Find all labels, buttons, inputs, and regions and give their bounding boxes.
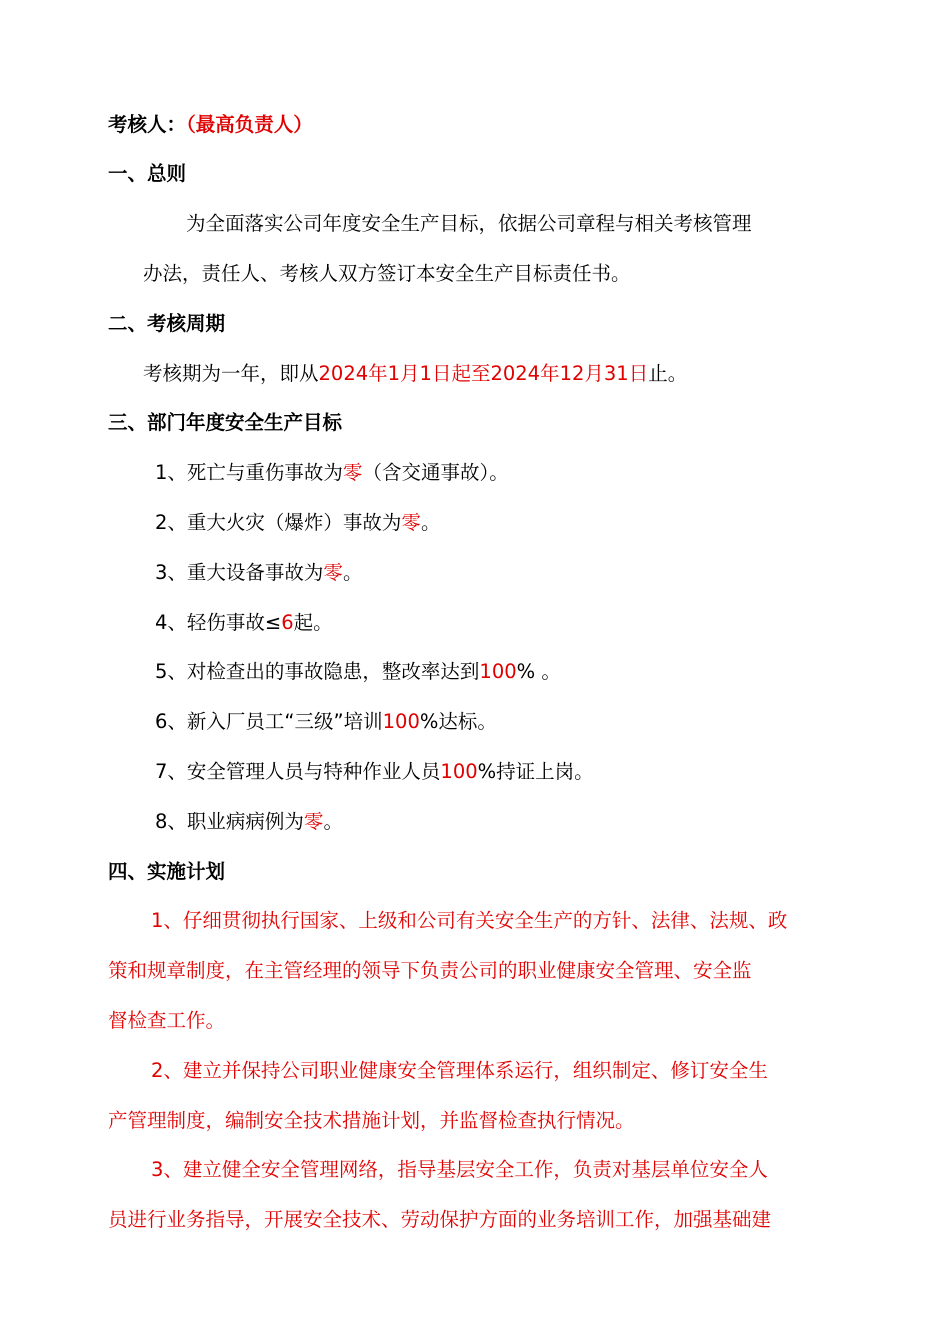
goal-text: 8、职业病病例为 — [155, 810, 304, 833]
goal-value: 零 — [401, 511, 421, 534]
goal-item — [155, 558, 362, 588]
assessor-label: 考核人： — [108, 113, 187, 136]
plan-line: 督检查工作。 — [108, 1009, 226, 1032]
goal-value: 零 — [342, 461, 363, 484]
plan-line: 员进行业务指导，开展安全技术、劳动保护方面的业务培训工作，加强基础建 — [108, 1208, 772, 1231]
goal-suffix: %达标。 — [419, 710, 497, 733]
assessor-line — [108, 110, 313, 140]
plan-line: 3、建立健全安全管理网络，指导基层安全工作，负责对基层单位安全人 — [151, 1158, 768, 1181]
goal-text: 5、对检查出的事故隐患，整改率达到 — [155, 660, 480, 683]
goal-item — [155, 458, 509, 488]
goal-text: 2、重大火灾（爆炸）事故为 — [155, 511, 402, 534]
period-suffix: 止。 — [648, 362, 688, 385]
section1-title: 一、总则 — [108, 162, 187, 185]
goal-value: 零 — [323, 561, 343, 584]
goal-item — [155, 707, 497, 737]
goal-value: 6 — [281, 611, 294, 634]
goal-text: 4、轻伤事故≤ — [155, 611, 282, 634]
goal-suffix: 。 — [342, 561, 363, 584]
goal-value: 100 — [382, 710, 420, 733]
period-line — [143, 359, 687, 389]
plan-line: 1、仔细贯彻执行国家、上级和公司有关安全生产的方针、法律、法规、政 — [151, 909, 788, 932]
period-range: 2024年1月1日起至2024年12月31日 — [318, 362, 649, 385]
plan-line: 策和规章制度，在主管经理的领导下负责公司的职业健康安全管理、安全监 — [108, 959, 752, 982]
goal-text: 1、死亡与重伤事故为 — [155, 461, 343, 484]
section2-title: 二、考核周期 — [108, 312, 226, 335]
section1-para-line2: 办法，责任人、考核人双方签订本安全生产目标责任书。 — [143, 262, 631, 285]
plan-line: 2、建立并保持公司职业健康安全管理体系运行，组织制定、修订安全生 — [151, 1059, 768, 1082]
section1-para-line1: 为全面落实公司年度安全生产目标，依据公司章程与相关考核管理 — [186, 212, 752, 235]
goal-item — [155, 807, 343, 837]
goal-text: 3、重大设备事故为 — [155, 561, 324, 584]
goal-item — [155, 757, 594, 787]
goal-item — [155, 608, 333, 638]
period-prefix: 考核期为一年，即从 — [143, 362, 319, 385]
goal-value: 100 — [440, 760, 478, 783]
section4-title: 四、实施计划 — [108, 860, 226, 883]
goal-suffix: 。 — [420, 511, 441, 534]
goal-value: 100 — [479, 660, 517, 683]
assessor-value: （最高负责人） — [186, 113, 313, 136]
plan-line: 产管理制度，编制安全技术措施计划，并监督检查执行情况。 — [108, 1109, 635, 1132]
goal-item — [155, 657, 561, 687]
goal-suffix: %持证上岗。 — [477, 760, 594, 783]
goal-suffix: 。 — [323, 810, 343, 833]
goal-value: 零 — [303, 810, 324, 833]
section3-title: 三、部门年度安全生产目标 — [108, 411, 343, 434]
goal-text: 6、新入厂员工“三级”培训 — [155, 710, 383, 733]
goal-text: 7、安全管理人员与特种作业人员 — [155, 760, 441, 783]
goal-suffix: （含交通事故）。 — [362, 461, 509, 484]
goal-item — [155, 508, 440, 538]
goal-suffix: 起。 — [293, 611, 333, 634]
goal-suffix: % 。 — [516, 660, 561, 683]
